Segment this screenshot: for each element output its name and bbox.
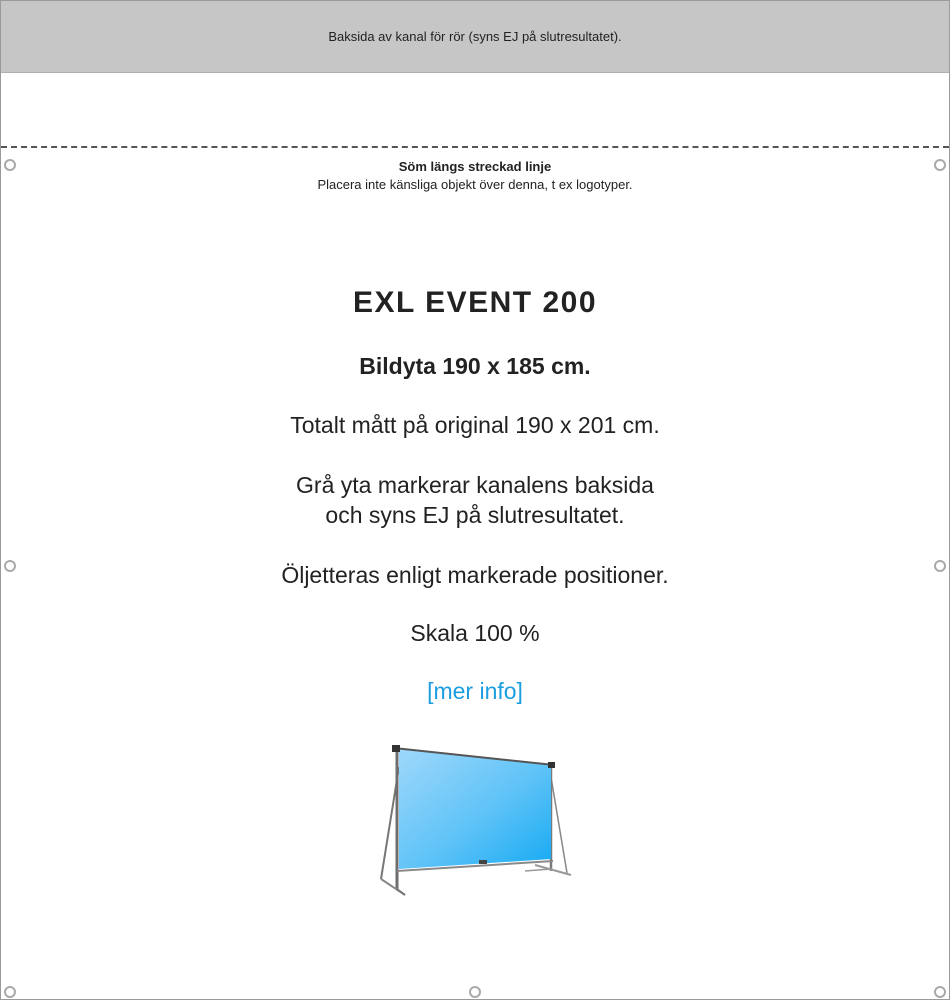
eyelet-note: Öljetteras enligt markerade positioner. [281, 562, 669, 588]
more-info-link[interactable]: [mer info] [427, 678, 523, 704]
eyelet-ring-icon [4, 159, 16, 171]
image-area-size: Bildyta 190 x 185 cm. [359, 353, 591, 379]
eyelet-ring-icon [934, 159, 946, 171]
channel-back-label: Baksida av kanal för rör (syns EJ på slutresultatet). [328, 29, 622, 44]
total-size-text: Totalt mått på original 190 x 201 cm. [290, 412, 660, 438]
product-title: EXL EVENT 200 [352, 286, 598, 319]
scale-text: Skala 100 % [410, 620, 540, 646]
eyelet-ring-icon [4, 986, 16, 998]
seam-description: Placera inte känsliga objekt över denna, t ex logotyper. [317, 177, 633, 192]
seam-dashed-line [1, 146, 949, 148]
channel-back-area [1, 1, 949, 73]
eyelet-ring-icon [934, 986, 946, 998]
banner-stand-illustration [375, 743, 577, 903]
grey-area-note-line1: Grå yta markerar kanalens baksida [296, 472, 654, 498]
seam-title: Söm längs streckad linje [398, 159, 552, 174]
grey-area-note-line2: och syns EJ på slutresultatet. [325, 502, 625, 528]
eyelet-ring-icon [469, 986, 481, 998]
